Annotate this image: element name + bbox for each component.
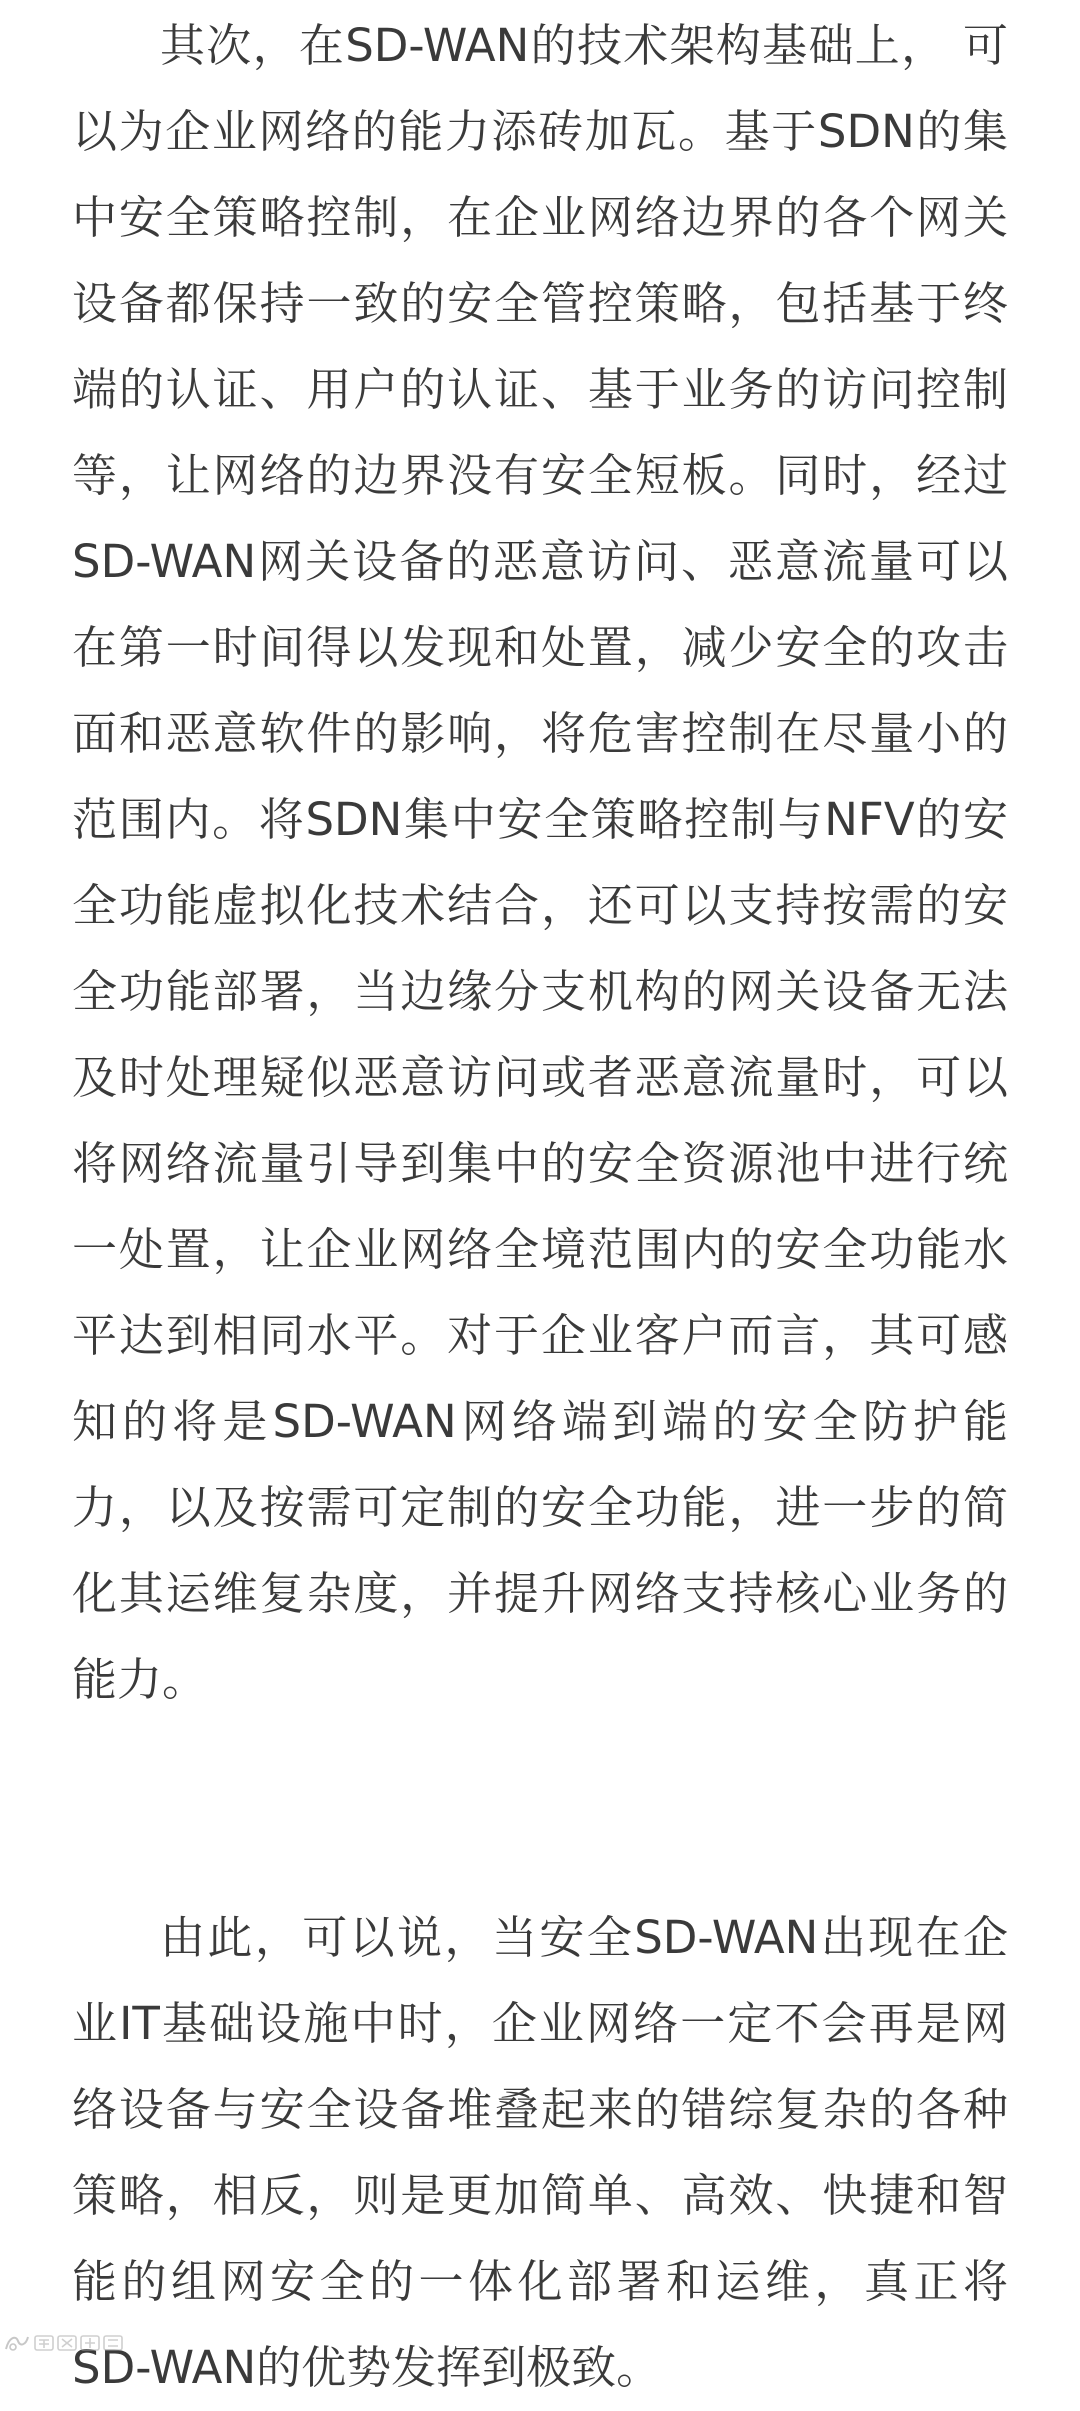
paragraph-line: SD-WAN的优势发挥到极致。 — [72, 2341, 662, 2394]
watermark-logo-icon — [4, 2333, 30, 2353]
paragraph-line: 范围内。将SDN集中安全策略控制与NFV的安 — [72, 793, 1008, 846]
paragraph-line: 知的将是SD-WAN网络端到端的安全防护能 — [72, 1395, 1008, 1448]
paragraph-line: 策略，相反，则是更加简单、高效、快捷和智 — [72, 2169, 1008, 2222]
paragraph-line: 化其运维复杂度，并提升网络支持核心业务的 — [72, 1567, 1008, 1620]
paragraph-line: 由此，可以说，当安全SD-WAN出现在企 — [160, 1911, 1008, 1964]
paragraph-line: 一处置，让企业网络全境范围内的安全功能水 — [72, 1223, 1008, 1276]
paragraph-line: 全功能虚拟化技术结合，还可以支持按需的安 — [72, 879, 1008, 932]
paragraph-line: 设备都保持一致的安全管控策略，包括基于终 — [72, 277, 1008, 330]
article-body — [72, 0, 1008, 2411]
paragraph-line: 平达到相同水平。对于企业客户而言，其可感 — [72, 1309, 1008, 1362]
paragraph-line: 将网络流量引导到集中的安全资源池中进行统 — [72, 1137, 1008, 1190]
paragraph-line: 力，以及按需可定制的安全功能，进一步的简 — [72, 1481, 1008, 1534]
paragraph-line: 业IT基础设施中时，企业网络一定不会再是网 — [72, 1997, 1008, 2050]
paragraph-2 — [72, 1895, 1008, 2411]
paragraph-1 — [72, 3, 1008, 1723]
paragraph-line: 等，让网络的边界没有安全短板。同时，经过 — [72, 449, 1008, 502]
paragraph-line: 能的组网安全的一体化部署和运维，真正将 — [72, 2255, 1008, 2308]
paragraph-line: 其次，在SD-WAN的技术架构基础上， 可 — [160, 19, 1008, 72]
paragraph-line: 络设备与安全设备堆叠起来的错综复杂的各种 — [72, 2083, 1008, 2136]
paragraph-line: SD-WAN网关设备的恶意访问、恶意流量可以 — [72, 535, 1008, 588]
paragraph-line: 中安全策略控制，在企业网络边界的各个网关 — [72, 191, 1008, 244]
paragraph-line: 能力。 — [72, 1653, 208, 1706]
paragraph-line: 全功能部署，当边缘分支机构的网关设备无法 — [72, 965, 1008, 1018]
paragraph-line: 及时处理疑似恶意访问或者恶意流量时，可以 — [72, 1051, 1008, 1104]
paragraph-line: 以为企业网络的能力添砖加瓦。基于SDN的集 — [72, 105, 1008, 158]
paragraph-line: 面和恶意软件的影响，将危害控制在尽量小的 — [72, 707, 1008, 760]
watermark — [4, 2330, 126, 2356]
paragraph-line: 在第一时间得以发现和处置，减少安全的攻击 — [72, 621, 1008, 674]
paragraph-line: 端的认证、用户的认证、基于业务的访问控制 — [72, 363, 1008, 416]
watermark-mark — [34, 2334, 126, 2352]
